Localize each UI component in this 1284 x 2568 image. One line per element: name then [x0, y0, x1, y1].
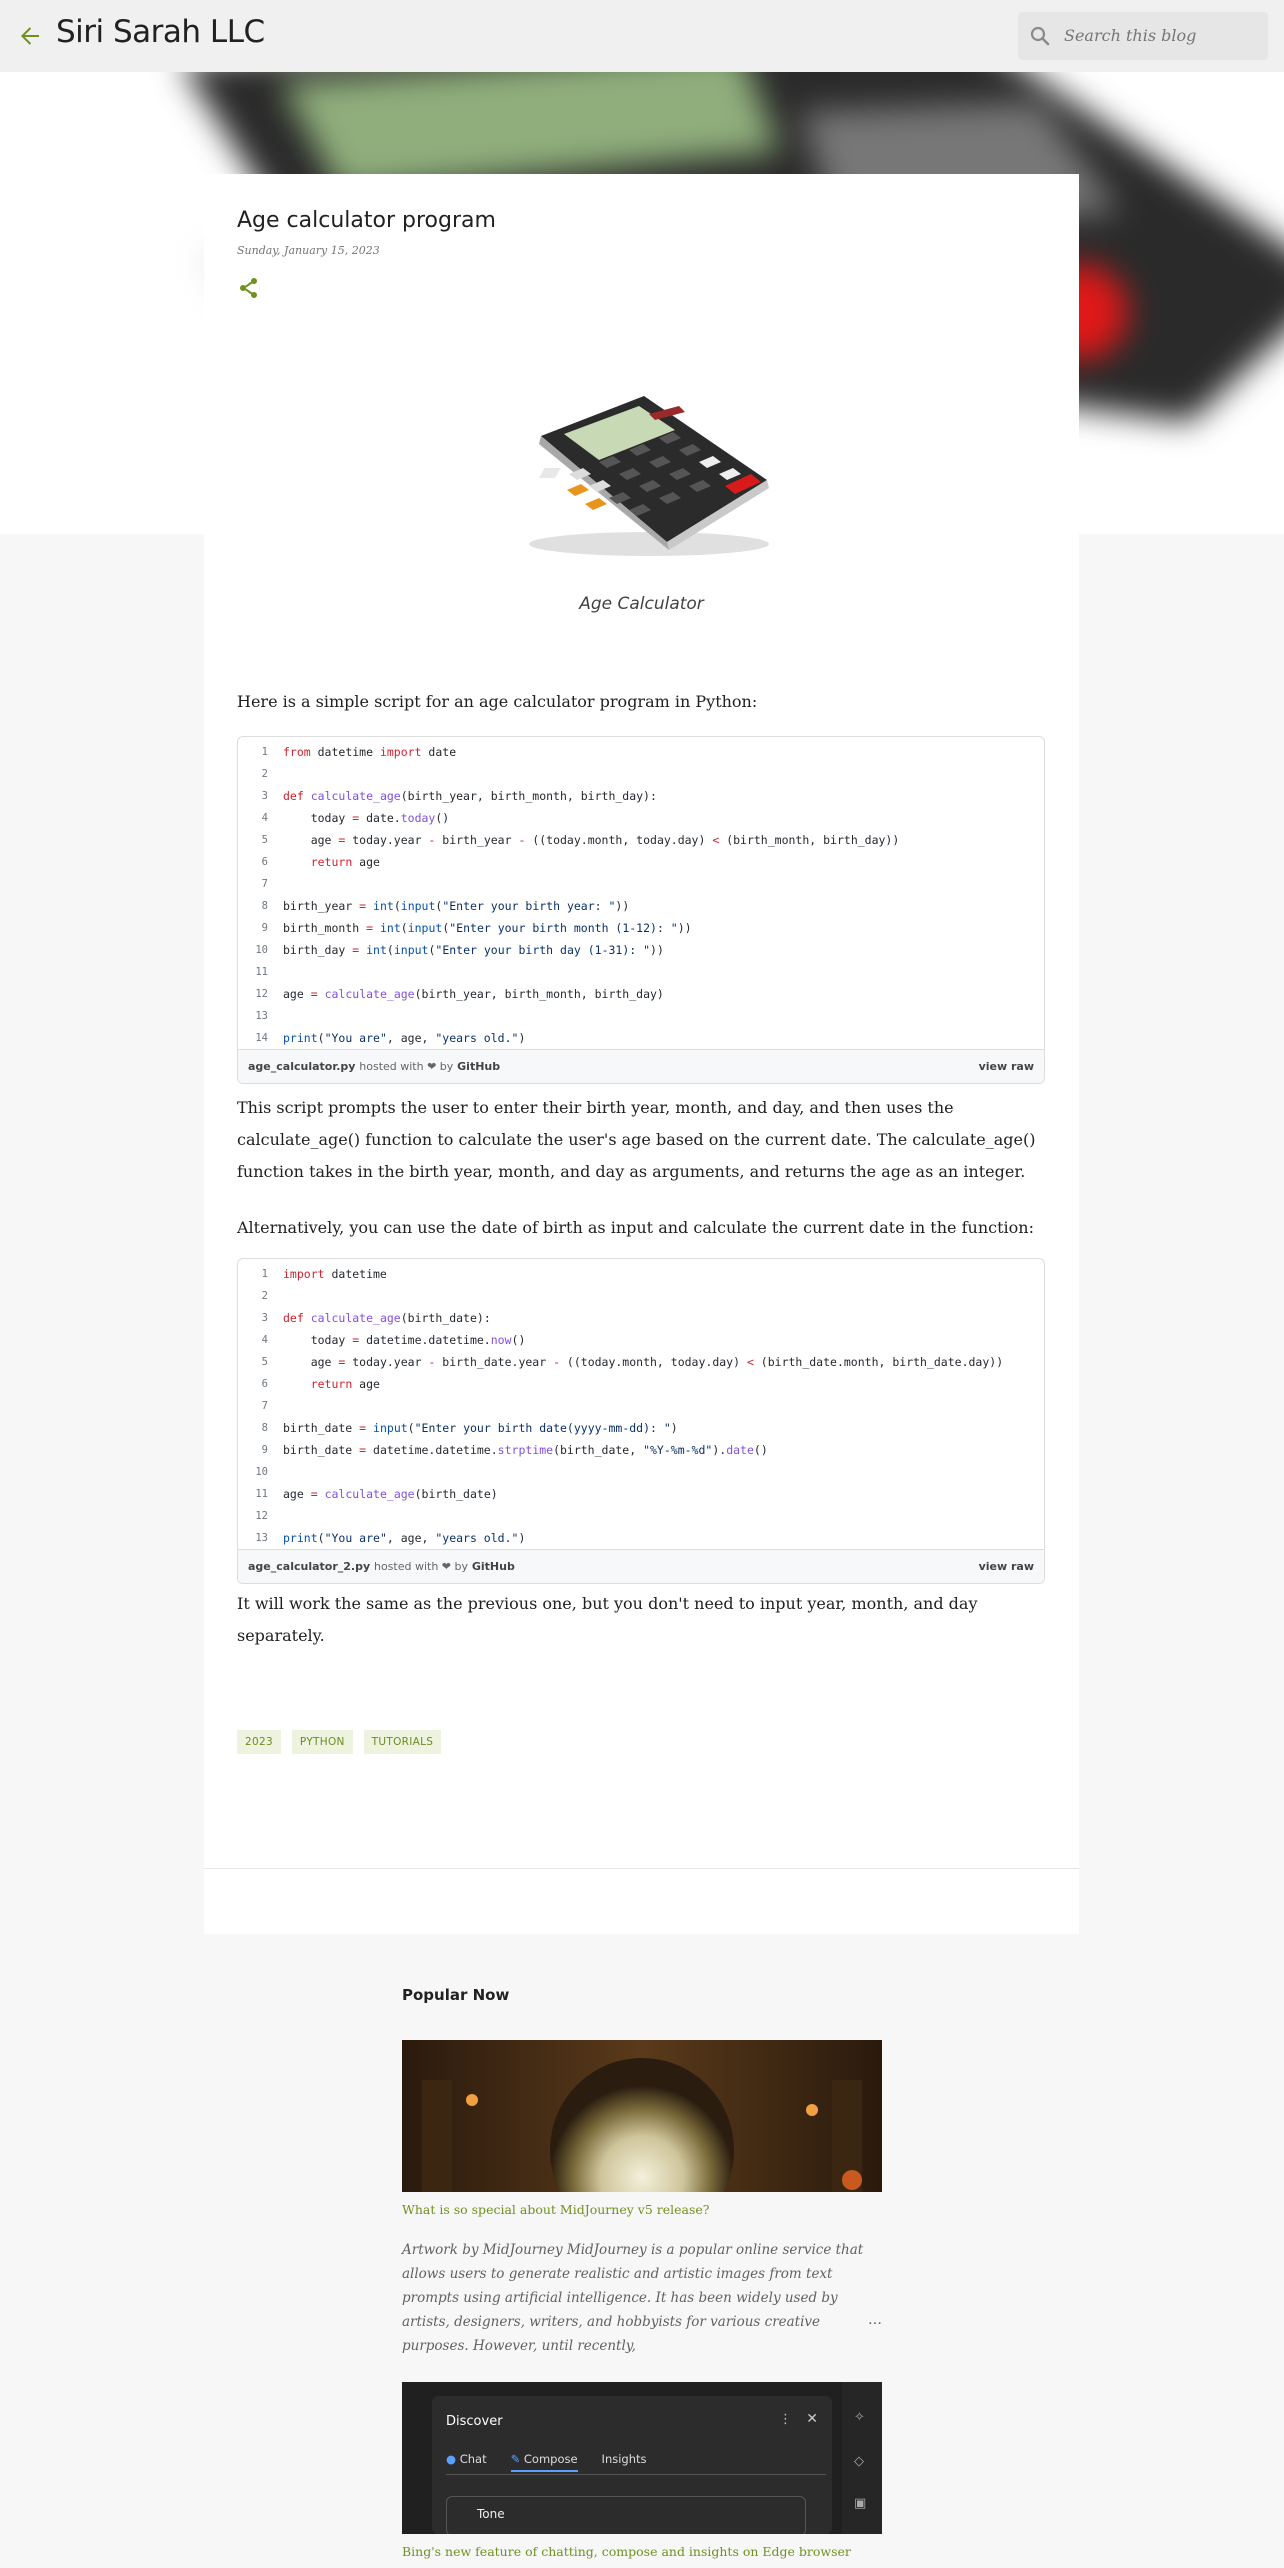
post-date: Sunday, January 15, 2023	[237, 244, 380, 257]
search-input[interactable]	[1064, 26, 1254, 45]
chat-icon: ●	[446, 2452, 457, 2466]
code-line: 4 today = date.today()	[261, 811, 450, 825]
code-gist-2	[237, 1258, 1045, 1584]
label-tutorials[interactable]: TUTORIALS	[364, 1730, 442, 1754]
code-line: 14 print("You are", age, "years old.")	[255, 1031, 526, 1045]
post-labels	[237, 1730, 441, 1754]
code-line: 3 def calculate_age(birth_year, birth_month, birth_day):	[261, 789, 657, 803]
explanation-paragraph: This script prompts the user to enter their birth year, month, and day, and then uses the calculate_age() function to calculate the user's age based on the current date. The calculate_age() function takes in the birth year, month, and day as arguments, and returns the age as an integer.	[237, 1098, 1036, 1181]
code-gist-1	[237, 736, 1045, 1084]
popular-item-1-image[interactable]	[402, 2040, 882, 2192]
code-line: 4 today = datetime.datetime.now()	[261, 1333, 526, 1347]
sidebar-briefcase-icon: ▣	[854, 2496, 867, 2511]
popular-heading: Popular Now	[402, 1986, 510, 2004]
search-icon[interactable]	[1028, 24, 1052, 48]
sidebar-sparkle-icon: ✧	[854, 2410, 865, 2425]
tabs-divider	[446, 2474, 826, 2475]
gist-2-code	[238, 1259, 1044, 1549]
code-line: 6 return age	[261, 1377, 380, 1391]
code-line: 10 birth_day = int(input("Enter your birth day (1-31): "))	[255, 943, 664, 957]
code-line: 11	[255, 966, 268, 978]
gist-2-meta	[238, 1549, 1044, 1583]
code-line: 6 return age	[261, 855, 380, 869]
image-caption: Age Calculator	[579, 594, 704, 614]
closing-paragraph: It will work the same as the previous one, but you don't need to input year, month, and day separately.	[237, 1594, 978, 1645]
label-python[interactable]: PYTHON	[292, 1730, 353, 1754]
code-line: 8 birth_year = int(input("Enter your birth year: "))	[261, 899, 630, 913]
code-line: 12	[255, 1510, 268, 1522]
gist-1-code	[238, 737, 1044, 1049]
popular-item-1-snippet: Artwork by MidJourney MidJourney is a popular online service that allows users to generate realistic and artistic images from text prompts using artificial intelligence. It has been widely used by artists, designers, writers, and hobbyists for various creative purposes. However, until recently,	[402, 2242, 864, 2354]
code-line: 13	[255, 1010, 268, 1022]
code-line: 1 import datetime	[261, 1267, 387, 1281]
code-line: 9 birth_month = int(input("Enter your birth month (1-12): "))	[261, 921, 692, 935]
popular-now-section	[402, 1986, 882, 2559]
code-line: 5 age = today.year - birth_date.year - ((today.month, today.day) < (birth_date.month, birth_date.day))	[261, 1355, 1004, 1369]
intro-paragraph: Here is a simple script for an age calculator program in Python:	[237, 692, 758, 711]
gist-1-meta	[238, 1049, 1044, 1083]
popular-item-1-title[interactable]: What is so special about MidJourney v5 release?	[402, 2202, 710, 2217]
gist-2-view-raw-link[interactable]: view raw	[978, 1560, 1034, 1573]
code-line: 8 birth_date = input("Enter your birth date(yyyy-mm-dd): ")	[261, 1421, 678, 1435]
code-line: 2	[261, 1290, 268, 1302]
close-icon: ✕	[806, 2411, 818, 2427]
tab-insights: Insights	[601, 2452, 647, 2466]
compose-icon: ✎	[510, 2452, 521, 2466]
code-line: 13 print("You are", age, "years old.")	[255, 1531, 526, 1545]
post-title: Age calculator program	[237, 208, 496, 233]
gist-1-filename-link[interactable]: age_calculator.py hosted with ❤ by GitHub	[248, 1060, 501, 1073]
share-icon[interactable]	[237, 276, 261, 300]
discover-tabs	[446, 2452, 647, 2472]
code-line: 5 age = today.year - birth_year - ((today.month, today.day) < (birth_month, birth_day))	[261, 833, 900, 847]
more-vertical-icon: ⋮	[779, 2412, 792, 2427]
popular-item-2-image[interactable]	[402, 2382, 882, 2534]
post-divider	[204, 1868, 1079, 1869]
edge-sidebar	[842, 2382, 882, 2534]
tone-field: Tone	[446, 2496, 806, 2534]
sidebar-tag-icon: ◇	[854, 2454, 864, 2469]
blog-title[interactable]: Siri Sarah LLC	[56, 14, 265, 50]
calculator-image[interactable]	[499, 374, 789, 559]
discover-title: Discover	[446, 2414, 503, 2429]
code-line: 10	[255, 1466, 268, 1478]
code-line: 1 from datetime import date	[261, 745, 457, 759]
top-bar	[0, 0, 1284, 72]
tab-chat: ● Chat	[446, 2452, 487, 2466]
discover-panel	[432, 2396, 832, 2534]
code-line: 7	[261, 1400, 268, 1412]
search-box[interactable]	[1018, 12, 1268, 60]
tab-compose: ✎ Compose	[511, 2452, 578, 2472]
label-2023[interactable]: 2023	[237, 1730, 281, 1754]
gist-1-view-raw-link[interactable]: view raw	[978, 1060, 1034, 1073]
popular-item-1-more-link[interactable]: …	[868, 2312, 882, 2328]
code-line: 7	[261, 878, 268, 890]
code-line: 12 age = calculate_age(birth_year, birth_month, birth_day)	[255, 987, 664, 1001]
alternative-paragraph: Alternatively, you can use the date of birth as input and calculate the current date in the function:	[237, 1218, 1034, 1237]
popular-item-2-title[interactable]: Bing's new feature of chatting, compose and insights on Edge browser	[402, 2544, 851, 2559]
gist-2-filename-link[interactable]: age_calculator_2.py hosted with ❤ by GitHub	[248, 1560, 515, 1573]
post-card	[204, 174, 1079, 1934]
code-line: 11 age = calculate_age(birth_date)	[255, 1487, 498, 1501]
code-line: 9 birth_date = datetime.datetime.strptime(birth_date, "%Y-%m-%d").date()	[261, 1443, 768, 1457]
code-line: 3 def calculate_age(birth_date):	[261, 1311, 491, 1325]
code-line: 2	[261, 768, 268, 780]
back-arrow-icon[interactable]	[14, 20, 46, 52]
